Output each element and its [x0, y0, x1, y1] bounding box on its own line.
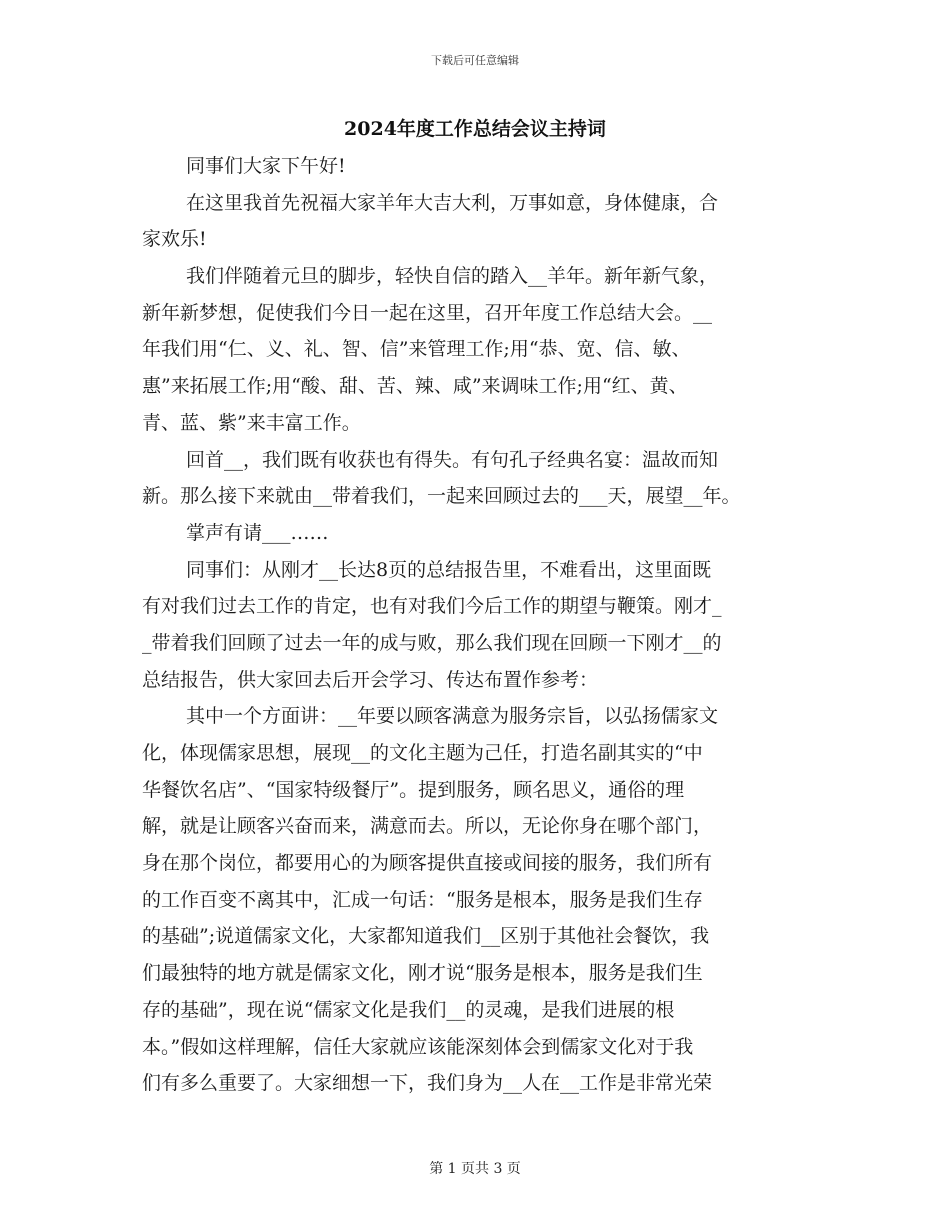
body-text-line: 回首__，我们既有收获也有得失。有句孔子经典名宴：温故而知 — [186, 448, 719, 471]
body-text-line: 年我们用“仁、义、礼、智、信”来管理工作;用“恭、宽、信、敏、 — [142, 338, 691, 361]
page-footer — [0, 1158, 950, 1178]
body-text-line: 本。”假如这样理解，信任大家就应该能深刻体会到儒家文化对于我 — [142, 1035, 694, 1058]
body-text-line: 解，就是让顾客兴奋而来，满意而去。所以，无论你身在哪个部门， — [142, 815, 713, 838]
body-text-line: 身在那个岗位，都要用心的为顾客提供直接或间接的服务，我们所有 — [142, 852, 713, 875]
header-text: 下载后可任意编辑 — [431, 54, 519, 67]
body-text-line: 同事们：从刚才__长达8页的总结报告里，不难看出，这里面既 — [186, 558, 712, 581]
body-text-line: 在这里我首先祝福大家羊年大吉大利，万事如意，身体健康，合 — [186, 191, 719, 214]
body-text-line: 华餐饮名店”、“国家特级餐厅”。提到服务，顾名思义，通俗的理 — [142, 778, 685, 801]
body-text-line: 的工作百变不离其中，汇成一句话：“服务是根本，服务是我们生存 — [142, 888, 703, 911]
body-text-line: 的基础”;说道儒家文化，大家都知道我们__区别于其他社会餐饮，我 — [142, 925, 710, 948]
body-text-line: 惠”来拓展工作;用“酸、甜、苦、辣、咸”来调味工作;用“红、黄、 — [142, 375, 688, 398]
page-number-label: 第 1 页共 3 页 — [429, 1161, 521, 1177]
body-text-line: 我们伴随着元旦的脚步，轻快自信的踏入__羊年。新年新气象， — [186, 265, 719, 288]
page-header — [0, 52, 950, 68]
body-text-line: _带着我们回顾了过去一年的成与败，那么我们现在回顾一下刚才__的 — [142, 631, 722, 654]
document-title: 2024年度工作总结会议主持词 — [344, 118, 606, 140]
body-text-line: 们有多么重要了。大家细想一下，我们身为__人在__工作是非常光荣 — [142, 1072, 713, 1095]
body-text-line: 们最独特的地方就是儒家文化，刚才说“服务是根本，服务是我们生 — [142, 962, 703, 985]
body-text-line: 青、蓝、紫”来丰富工作。 — [142, 411, 361, 434]
body-text-line: 其中一个方面讲：__年要以顾客满意为服务宗旨，以弘扬儒家文 — [186, 705, 719, 728]
body-text-line: 新年新梦想，促使我们今日一起在这里，召开年度工作总结大会。__ — [142, 301, 713, 324]
body-text-line: 同事们大家下午好! — [186, 155, 346, 177]
document-body — [142, 148, 807, 1102]
body-text-line: 存的基础”，现在说“儒家文化是我们__的灵魂，是我们进展的根 — [142, 998, 675, 1021]
body-text-line: 家欢乐! — [142, 228, 207, 251]
body-text-line: 掌声有请___…… — [186, 521, 329, 544]
body-text-line: 化，体现儒家思想，展现__的文化主题为己任，打造名副其实的“中 — [142, 742, 703, 764]
body-text-line: 有对我们过去工作的肯定，也有对我们今后工作的期望与鞭策。刚才_ — [142, 595, 722, 618]
body-text-line: 新。那么接下来就由__带着我们，一起来回顾过去的___天，展望__年。 — [142, 485, 741, 508]
body-text-line: 总结报告，供大家回去后开会学习、传达布置作参考： — [142, 668, 599, 691]
